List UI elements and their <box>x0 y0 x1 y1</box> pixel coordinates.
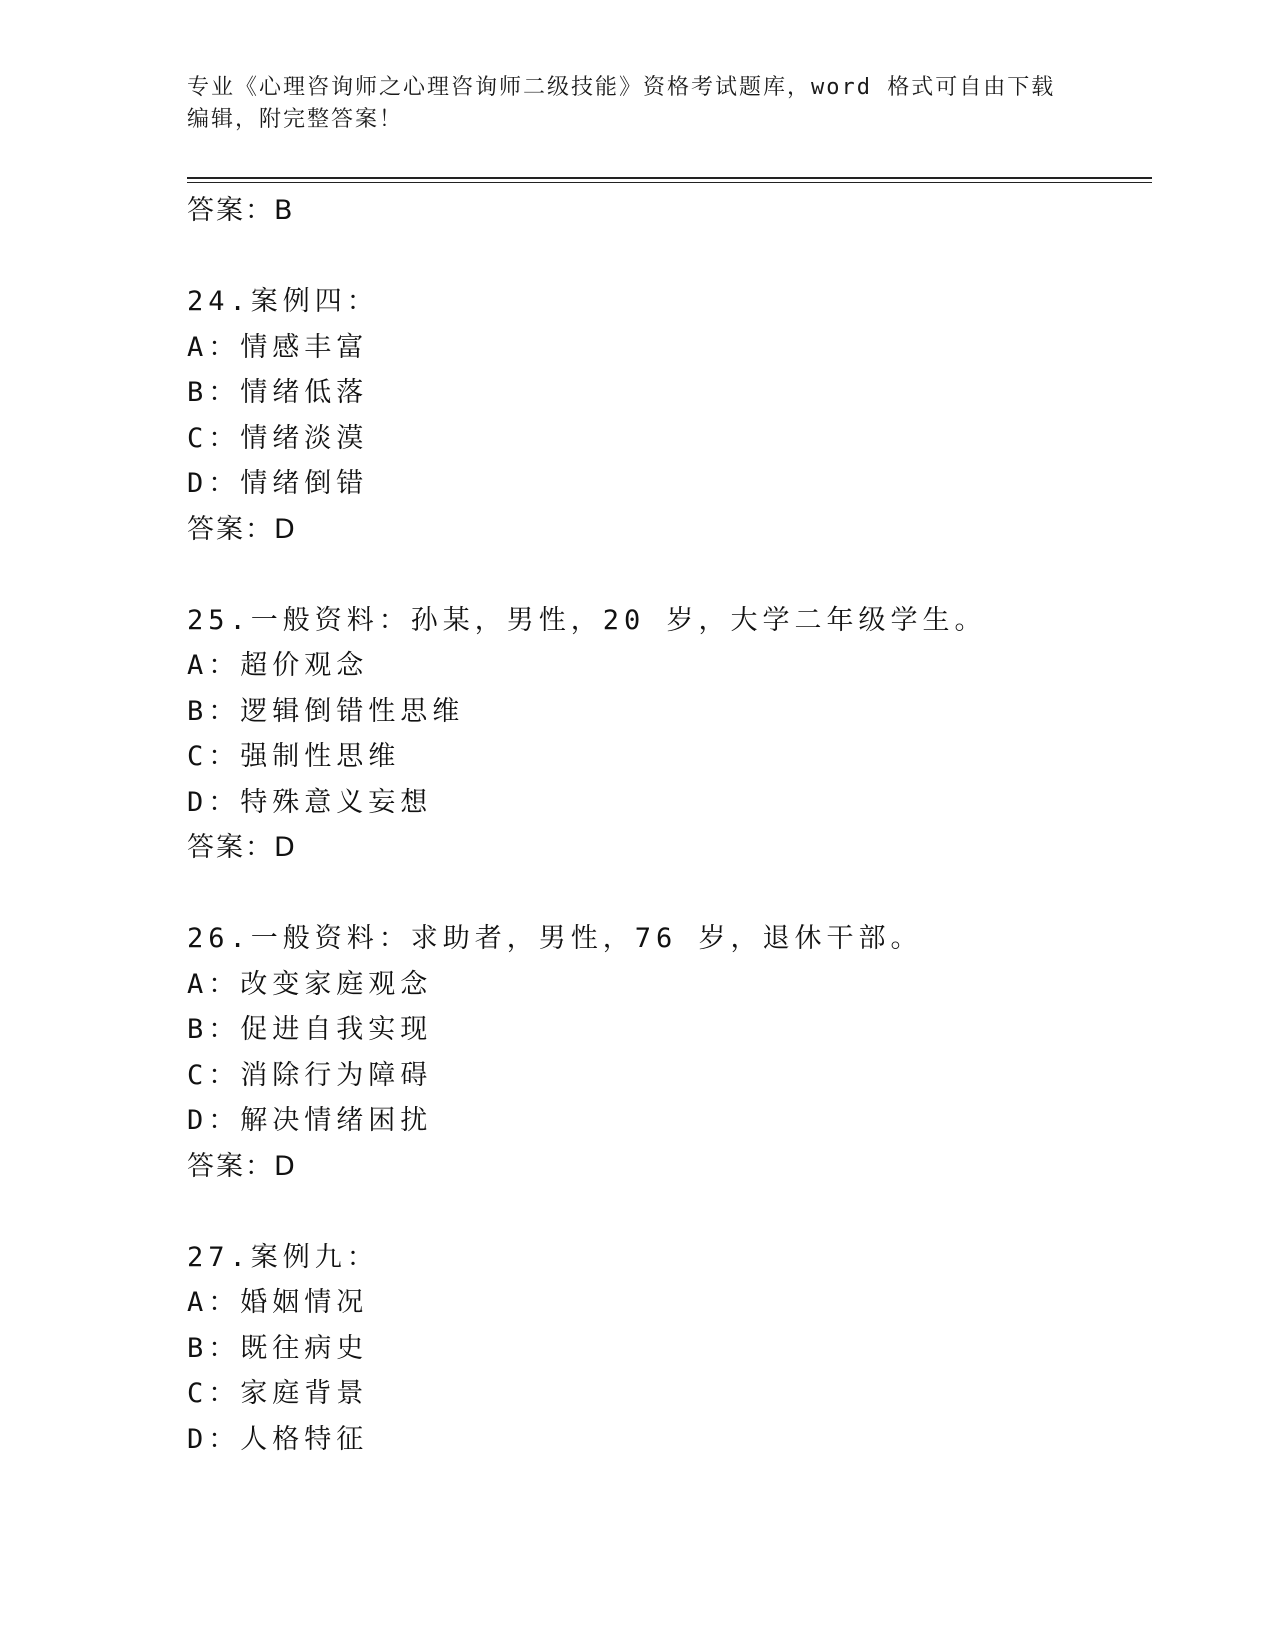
document-header <box>187 72 1067 136</box>
question-block-25 <box>187 598 1147 871</box>
answer-line: 答案：D <box>187 832 297 863</box>
header-line-2: 编辑，附完整答案！ <box>187 107 404 132</box>
question-text: 26.一般资料：求助者，男性，76 岁，退休干部。 <box>187 923 923 954</box>
spacer <box>187 871 1147 917</box>
spacer <box>187 552 1147 598</box>
spacer <box>187 1189 1147 1235</box>
option-c: C：家庭背景 <box>187 1378 369 1409</box>
option-d: D：人格特征 <box>187 1423 369 1455</box>
option-a: A：婚姻情况 <box>187 1287 369 1318</box>
option-d: D：特殊意义妄想 <box>187 786 433 818</box>
question-text: 27.案例九： <box>187 1241 379 1273</box>
option-d: D：情绪倒错 <box>187 468 369 499</box>
option-b: B：既往病史 <box>187 1332 369 1364</box>
option-b: B：逻辑倒错性思维 <box>187 695 465 727</box>
header-divider-thick <box>187 177 1152 179</box>
question-list <box>187 188 1147 1462</box>
spacer <box>187 234 1147 280</box>
question-text: 24.案例四： <box>187 286 379 317</box>
answer-line: 答案：B <box>187 195 295 226</box>
option-b: B：情绪低落 <box>187 377 369 408</box>
option-a: A：改变家庭观念 <box>187 968 433 1000</box>
option-d: D：解决情绪困扰 <box>187 1105 433 1136</box>
answer-line: 答案：D <box>187 513 297 545</box>
question-block-27 <box>187 1235 1147 1463</box>
header-line-1: 专业《心理咨询师之心理咨询师二级技能》资格考试题库，word 格式可自由下载 <box>187 75 1056 100</box>
option-c: C：强制性思维 <box>187 741 401 772</box>
question-block-26 <box>187 916 1147 1189</box>
option-c: C：消除行为障碍 <box>187 1059 433 1091</box>
option-a: A：超价观念 <box>187 650 369 681</box>
header-divider-thin <box>187 182 1152 183</box>
question-block-24 <box>187 279 1147 552</box>
question-text: 25.一般资料：孙某，男性，20 岁，大学二年级学生。 <box>187 604 987 636</box>
option-a: A：情感丰富 <box>187 331 369 363</box>
option-c: C：情绪淡漠 <box>187 422 369 454</box>
option-b: B：促进自我实现 <box>187 1014 433 1045</box>
answer-line: 答案：D <box>187 1150 297 1182</box>
